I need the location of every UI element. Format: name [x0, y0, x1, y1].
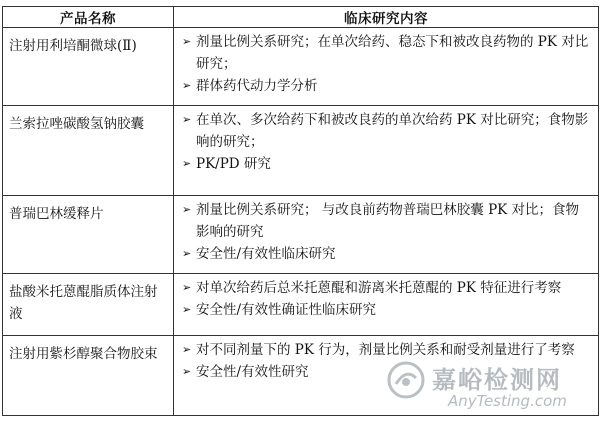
list-item: ➢ 剂量比例关系研究；在单次给药、稳态下和被改良药物的 PK 对比研究；: [182, 31, 592, 75]
table-row: [3, 274, 599, 336]
arrow-bullet-icon: ➢: [182, 281, 192, 294]
header-clinical-content: 临床研究内容: [174, 7, 599, 28]
table-row: [3, 106, 599, 196]
product-name-cell: 注射用利培酮微球(Ⅱ): [3, 28, 174, 106]
list-item: ➢ 群体药代动力学分析: [182, 75, 592, 97]
header-product-name: 产品名称: [3, 7, 174, 28]
watermark-en-text: AnyTesting.com: [448, 392, 567, 410]
watermark-cn-text: 嘉峪检测网: [432, 366, 562, 394]
list-item: ➢ 对单次给药后总米托蒽醌和游离米托蒽醌的 PK 特征进行考察: [182, 277, 592, 299]
arrow-bullet-icon: ➢: [182, 343, 192, 356]
watermark: [386, 358, 586, 414]
arrow-bullet-icon: ➢: [182, 79, 192, 92]
watermark-logo-icon: [386, 360, 426, 400]
list-item: ➢ 安全性/有效性确证性临床研究: [182, 299, 592, 321]
product-name-cell: 兰索拉唑碳酸氢钠胶囊: [3, 106, 174, 196]
arrow-bullet-icon: ➢: [182, 157, 192, 170]
table-row: [3, 28, 599, 106]
content-cell: [174, 106, 599, 196]
content-cell: [174, 196, 599, 274]
list-item: ➢ 对不同剂量下的 PK 行为，剂量比例关系和耐受剂量进行了考察: [182, 339, 592, 361]
content-cell: [174, 274, 599, 336]
table-header-row: [3, 7, 599, 28]
list-item: ➢ 安全性/有效性研究: [182, 361, 592, 383]
arrow-bullet-icon: ➢: [182, 303, 192, 316]
list-item: ➢ 在单次、多次给药下和被改良药的单次给药 PK 对比研究；食物影响的研究；: [182, 109, 592, 153]
list-item: ➢ 安全性/有效性临床研究: [182, 243, 592, 265]
arrow-bullet-icon: ➢: [182, 203, 192, 216]
list-item: ➢ PK/PD 研究: [182, 153, 592, 175]
table-row: [3, 196, 599, 274]
product-name-cell: 普瑞巴林缓释片: [3, 196, 174, 274]
product-name-cell: 盐酸米托蒽醌脂质体注射液: [3, 274, 174, 336]
arrow-bullet-icon: ➢: [182, 35, 192, 48]
arrow-bullet-icon: ➢: [182, 247, 192, 260]
product-name-cell: 注射用紫杉醇聚合物胶束: [3, 336, 174, 416]
arrow-bullet-icon: ➢: [182, 113, 192, 126]
arrow-bullet-icon: ➢: [182, 365, 192, 378]
clinical-study-table: [2, 6, 599, 416]
content-cell: [174, 28, 599, 106]
list-item: ➢ 剂量比例关系研究； 与改良前药物普瑞巴林胶囊 PK 对比；食物影响的研究: [182, 199, 592, 243]
